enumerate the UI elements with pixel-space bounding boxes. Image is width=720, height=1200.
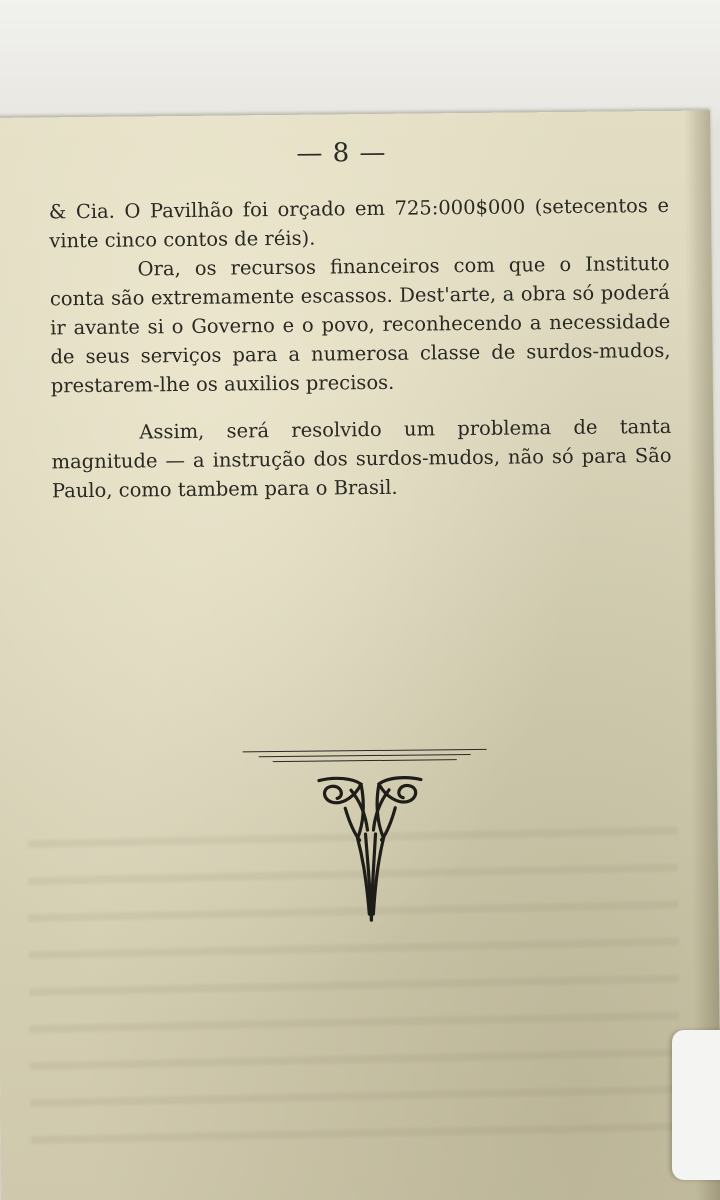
ornament-rule-middle <box>259 754 471 757</box>
body-text <box>49 191 672 505</box>
paragraph-3: Assim, será resolvido um problema de tanta magnitude — a instrução dos surdos-mudos, não só para São Paulo, como tambem para o Brasil. <box>51 414 672 503</box>
paper-tab <box>672 1030 720 1180</box>
paragraph-2: Ora, os recursos financeiros com que o Instituto conta são extremamente escassos. Dest'arte, a obra só poderá ir avante si o Governo e o povo, reconhecendo a necessidade de seus serviços para a numerosa classe de surdos-mudos, prestarem-lhe os auxilios precisos. <box>49 251 671 398</box>
art-nouveau-tailpiece-icon <box>315 773 427 929</box>
ornament-rule-bottom <box>273 759 457 762</box>
page-number: — 8 — <box>296 137 387 169</box>
book-page <box>0 110 720 1200</box>
ornament-rule-top <box>243 749 487 753</box>
paragraph-1: & Cia. O Pavilhão foi orçado em 725:000$000 (setecentos e vinte cinco contos de réis). <box>48 193 670 253</box>
